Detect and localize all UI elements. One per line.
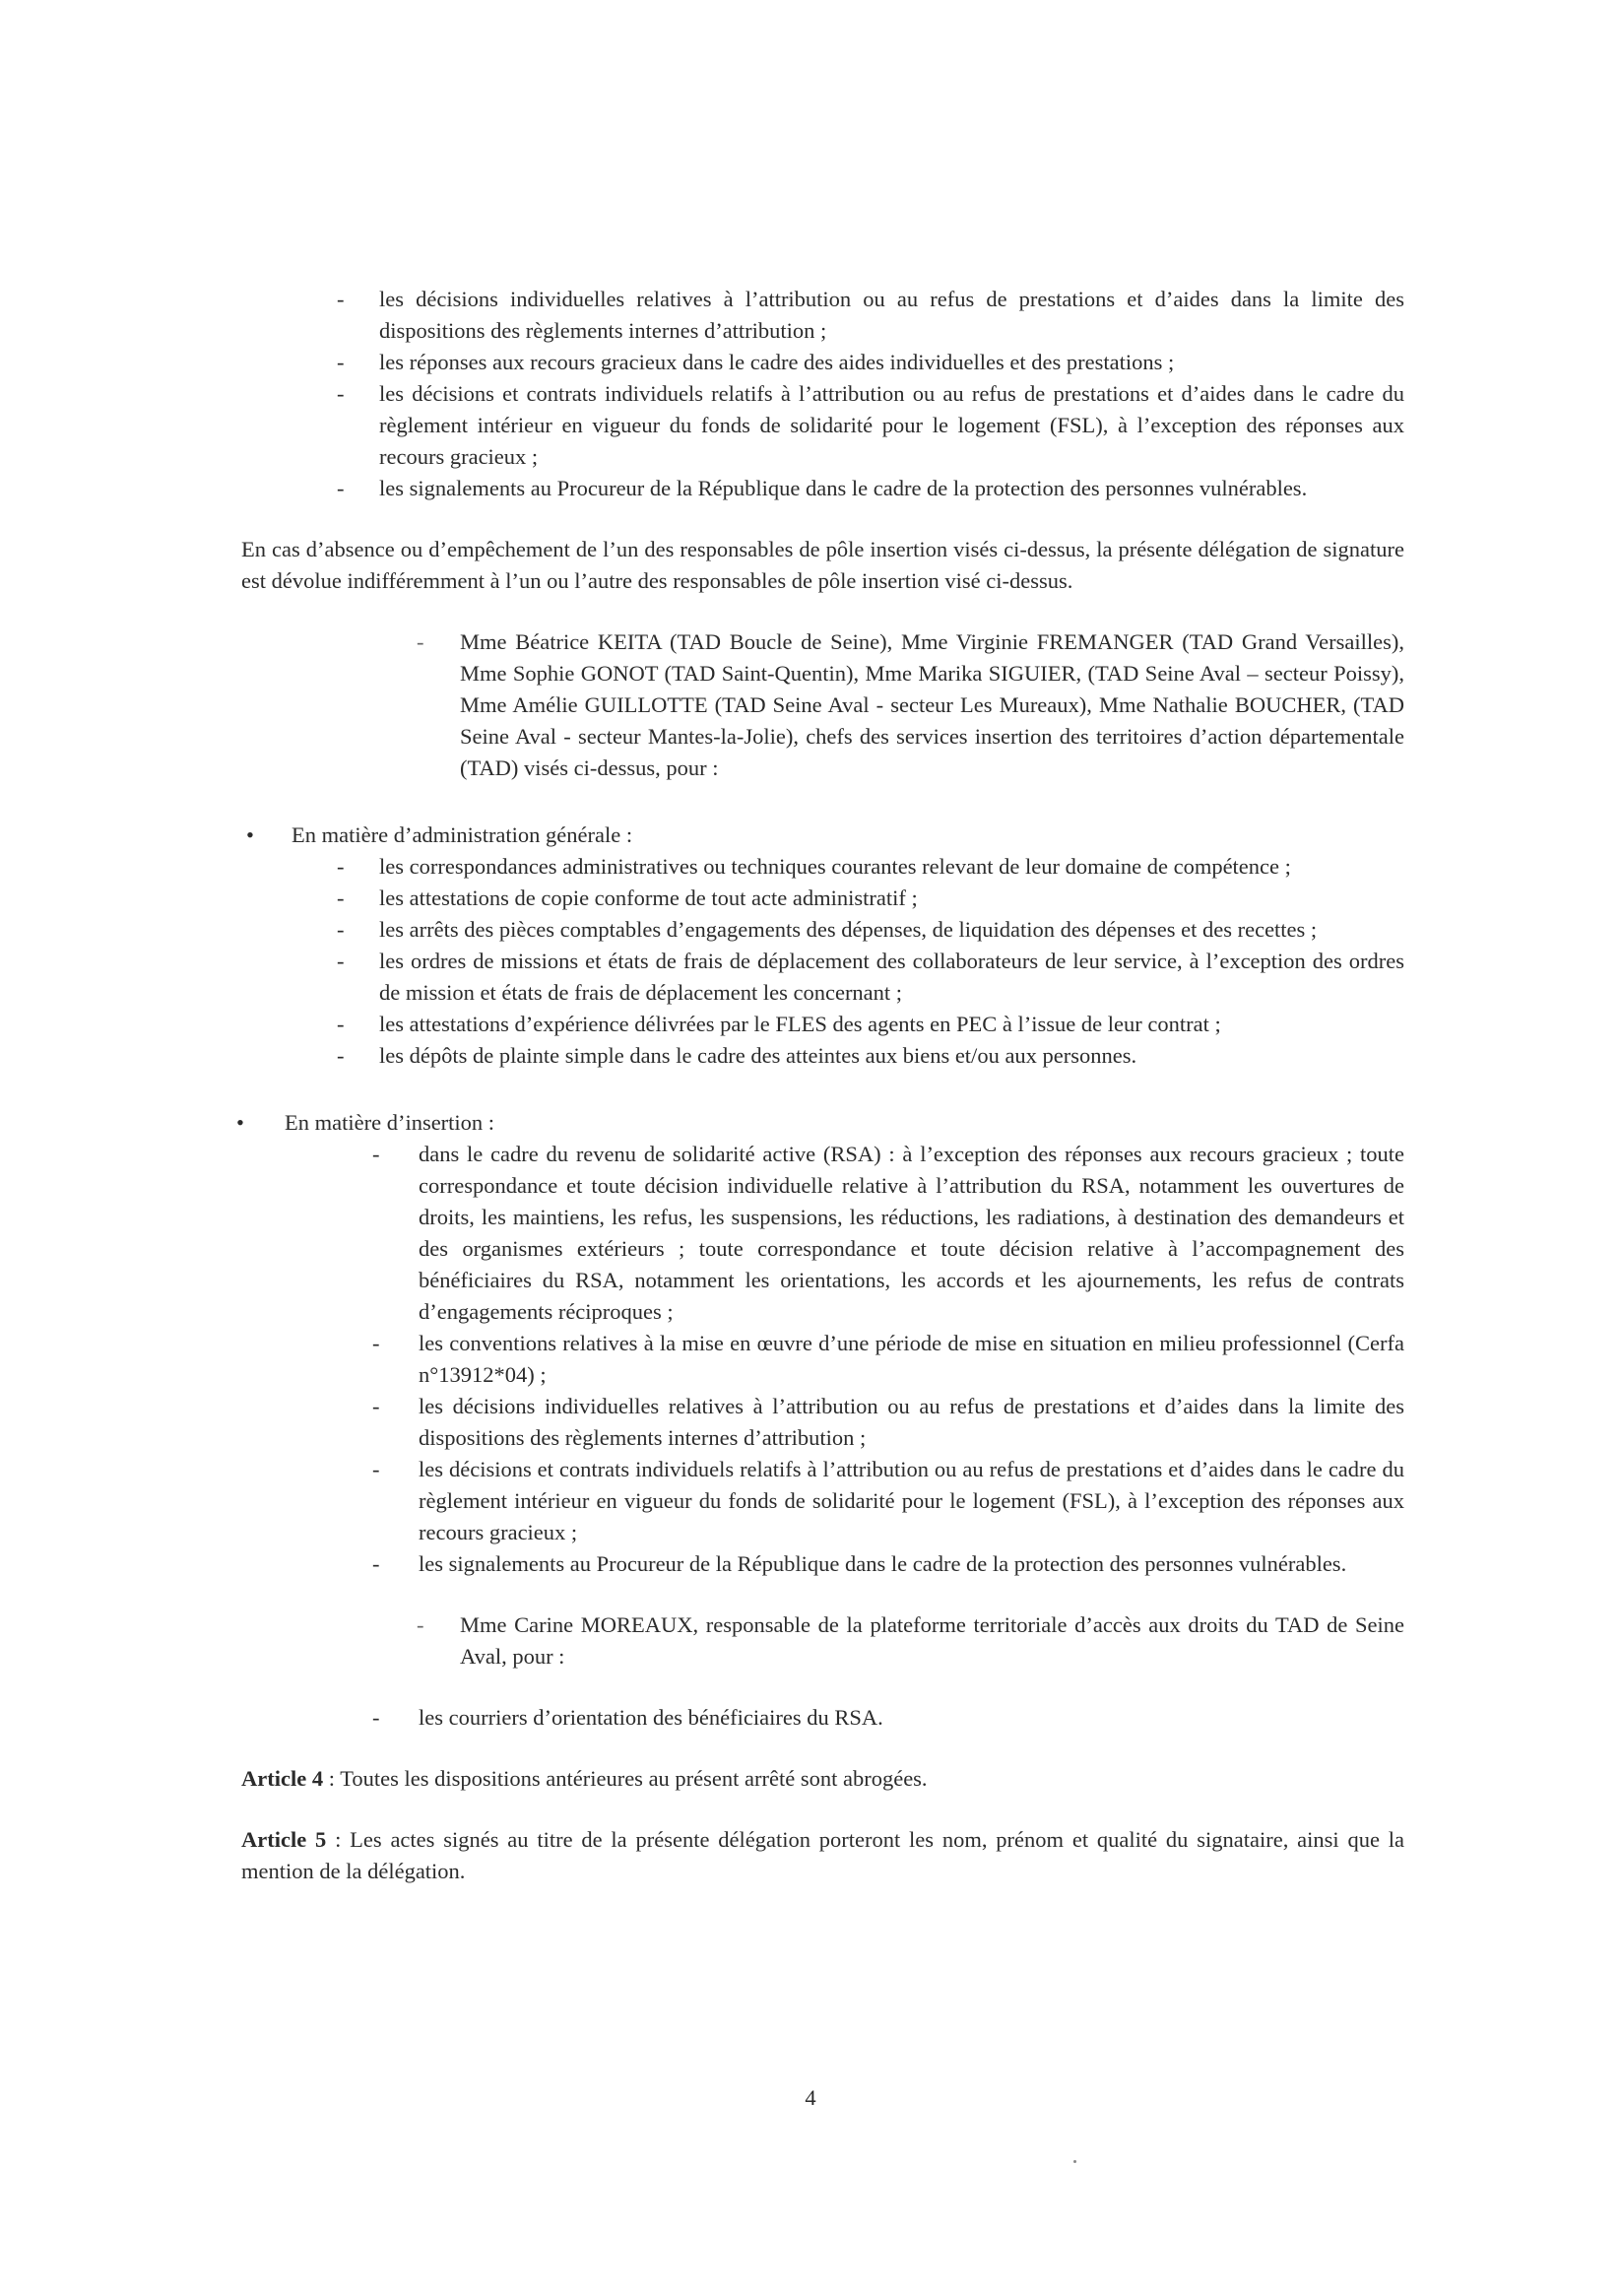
list-item-text: les ordres de missions et états de frais de déplacement des collaborateurs de leur service, à l’exception des ordres de mission et états de frais de déplacement les concernant ; [379,949,1404,1005]
dash-marker: - [417,1612,424,1637]
moreaux-item [241,1609,1404,1673]
list-item-text: les décisions et contrats individuels relatifs à l’attribution ou au refus de prestations et d’aides dans le cadre du règlement intérieur en vigueur du fonds de solidarité pour le logement (FSL), à l’exception des réponses aux recours gracieux ; [419,1457,1404,1544]
list-item-text: les décisions individuelles relatives à l’attribution ou au refus de prestations et d’aides dans la limite des dispositions des règlements internes d’attribution ; [419,1394,1404,1450]
moreaux-text: Mme Carine MOREAUX, responsable de la plateforme territoriale d’accès aux droits du TAD de Seine Aval, pour : [460,1612,1404,1669]
dash-marker: - [337,381,345,406]
dash-marker: - [337,917,345,942]
list-item-text: les dépôts de plainte simple dans le cadre des atteintes aux biens et/ou aux personnes. [379,1043,1137,1068]
dash-marker: - [337,886,345,910]
scan-speck [1073,2160,1076,2163]
article-4-label: Article 4 [241,1766,324,1791]
admin-heading [241,820,1404,851]
dash-marker: - [337,1012,345,1036]
bullet-marker: • [236,1110,244,1135]
article-5-label: Article 5 [241,1827,327,1852]
dash-marker: - [372,1457,380,1481]
list-item-text: les réponses aux recours gracieux dans le cadre des aides individuelles et des prestations ; [379,350,1175,374]
bullet-marker: • [246,822,254,847]
list-item [241,883,1404,914]
dash-marker: - [337,854,345,879]
page-number: 4 [805,2085,816,2110]
list-item-text: les attestations de copie conforme de tout acte administratif ; [379,886,918,910]
dash-marker: - [337,1043,345,1068]
list-item [241,1139,1404,1328]
dash-marker: - [372,1551,380,1576]
list-item [241,1009,1404,1040]
insertion-heading [236,1107,1404,1139]
list-item [241,1328,1404,1391]
list-item [241,946,1404,1009]
list-item-text: les correspondances administratives ou techniques courantes relevant de leur domaine de compétence ; [379,854,1291,879]
list-item-text: les conventions relatives à la mise en œuvre d’une période de mise en situation en milieu professionnel (Cerfa n°13912*04) ; [419,1331,1404,1387]
dash-marker: - [372,1705,380,1730]
dash-marker: - [337,350,345,374]
article-4 [241,1763,1404,1795]
list-item [241,1454,1404,1548]
list-item [241,347,1404,378]
dash-marker: - [372,1331,380,1355]
absence-paragraph: En cas d’absence ou d’empêchement de l’un des responsables de pôle insertion visés ci-dessus, la présente délégation de signature est dévolue indifféremment à l’un ou l’autre des responsables de pôle insertion visé ci-dessus. [241,537,1404,593]
courriers-text: les courriers d’orientation des bénéficiaires du RSA. [419,1705,883,1730]
courriers-item [241,1702,1404,1734]
dash-marker: - [372,1142,380,1166]
list-item-text: les attestations d’expérience délivrées par le FLES des agents en PEC à l’issue de leur contrat ; [379,1012,1221,1036]
list-item [241,1040,1404,1072]
list-item-text: les signalements au Procureur de la République dans le cadre de la protection des personnes vulnérables. [379,476,1308,500]
delegates-item [241,626,1404,784]
article-5-text: : Les actes signés au titre de la présente délégation porteront les nom, prénom et qualité du signataire, ainsi que la mention de la délégation. [241,1827,1404,1883]
dash-marker: - [417,629,424,654]
list-item [241,473,1404,504]
dash-marker: - [337,287,345,311]
insertion-heading-text: En matière d’insertion : [285,1110,495,1135]
admin-heading-text: En matière d’administration générale : [292,822,633,847]
list-item [241,378,1404,473]
list-item [241,284,1404,347]
dash-marker: - [337,949,345,973]
dash-marker: - [337,476,345,500]
list-item-text: les décisions individuelles relatives à l’attribution ou au refus de prestations et d’aides dans la limite des dispositions des règlements internes d’attribution ; [379,287,1404,343]
list-item [241,1548,1404,1580]
list-item [241,851,1404,883]
list-item-text: dans le cadre du revenu de solidarité active (RSA) : à l’exception des réponses aux recours gracieux ; toute correspondance et toute décision individuelle relative à l’attribution du RSA, notamment les ouvertures de droits, les maintiens, les refus, les suspensions, les réductions, les radiations, à destination des demandeurs et des organismes extérieurs ; toute correspondance et toute décision relative à l’accompagnement des bénéficiaires du RSA, notamment les orientations, les accords et les ajournements, les refus de contrats d’engagements réciproques ; [419,1142,1404,1324]
document-body [236,284,1404,1887]
list-item-text: les signalements au Procureur de la République dans le cadre de la protection des personnes vulnérables. [419,1551,1347,1576]
list-item [241,914,1404,946]
delegates-text: Mme Béatrice KEITA (TAD Boucle de Seine), Mme Virginie FREMANGER (TAD Grand Versailles), Mme Sophie GONOT (TAD Saint-Quentin), Mme Marika SIGUIER, (TAD Seine Aval – secteur Poissy), Mme Amélie GUILLOTTE (TAD Seine Aval - secteur Les Mureaux), Mme Nathalie BOUCHER, (TAD Seine Aval - secteur Mantes-la-Jolie), chefs des services insertion des territoires d’action départementale (TAD) visés ci-dessus, pour : [460,629,1404,780]
list-item-text: les décisions et contrats individuels relatifs à l’attribution ou au refus de prestations et d’aides dans le cadre du règlement intérieur en vigueur du fonds de solidarité pour le logement (FSL), à l’exception des réponses aux recours gracieux ; [379,381,1404,469]
article-4-text: : Toutes les dispositions antérieures au présent arrêté sont abrogées. [323,1766,928,1791]
article-5 [241,1824,1404,1887]
list-item-text: les arrêts des pièces comptables d’engagements des dépenses, de liquidation des dépenses et des recettes ; [379,917,1318,942]
list-item [241,1391,1404,1454]
dash-marker: - [372,1394,380,1418]
